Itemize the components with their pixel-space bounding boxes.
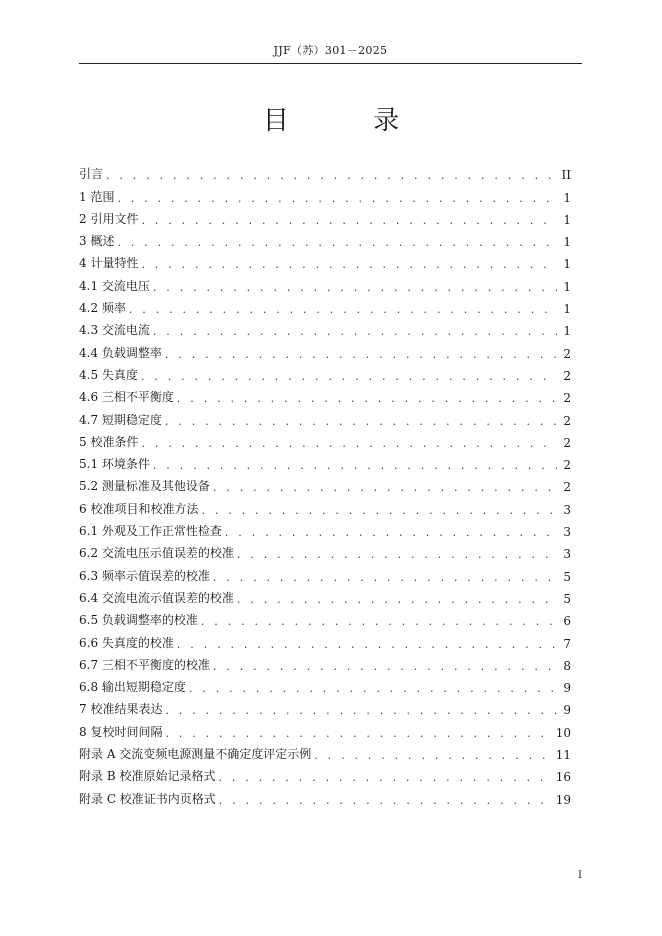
toc-entry[interactable] xyxy=(79,227,571,249)
toc-entry-label: 4.2 频率 xyxy=(79,301,126,316)
toc-entry-page: 1 xyxy=(563,324,571,339)
toc-entry-page: 2 xyxy=(563,413,571,428)
toc-entry[interactable] xyxy=(79,628,571,650)
toc-entry-page: 16 xyxy=(555,770,571,785)
toc-entry-page: 19 xyxy=(555,792,571,807)
toc-entry-label: 6.2 交流电压示值误差的校准 xyxy=(79,546,234,561)
toc-entry[interactable] xyxy=(79,294,571,316)
toc-entry[interactable] xyxy=(79,428,571,450)
toc-entry-page: 1 xyxy=(563,212,571,227)
toc-entry-page: 8 xyxy=(563,658,571,673)
toc-entry-page: 2 xyxy=(563,346,571,361)
toc-entry[interactable] xyxy=(79,205,571,227)
toc-entry[interactable] xyxy=(79,249,571,271)
toc-entry-page: 2 xyxy=(563,391,571,406)
toc-entry[interactable] xyxy=(79,383,571,405)
toc-leader-dots xyxy=(314,749,551,762)
toc-entry[interactable] xyxy=(79,561,571,583)
toc-leader-dots xyxy=(213,571,557,584)
toc-entry-label: 4.1 交流电压 xyxy=(79,278,150,293)
toc-entry[interactable] xyxy=(79,361,571,383)
toc-entry-label: 4.6 三相不平衡度 xyxy=(79,390,174,405)
toc-leader-dots xyxy=(106,169,557,182)
toc-leader-dots xyxy=(225,526,557,539)
toc-entry-label: 附录 A 交流变频电源测量不确定度评定示例 xyxy=(79,747,312,762)
toc-entry[interactable] xyxy=(79,651,571,673)
toc-leader-dots xyxy=(141,370,557,383)
toc-entry-page: 2 xyxy=(563,368,571,383)
toc-leader-dots xyxy=(165,415,557,428)
toc-leader-dots xyxy=(117,192,557,205)
document-header: JJF（苏）301－2025 xyxy=(79,42,582,64)
toc-entry[interactable] xyxy=(79,717,571,739)
table-of-contents xyxy=(79,160,571,807)
toc-entry-page: 7 xyxy=(563,636,571,651)
toc-entry-label: 6 校准项目和校准方法 xyxy=(79,501,199,516)
toc-entry-label: 4 计量特性 xyxy=(79,256,139,271)
toc-leader-dots xyxy=(237,548,557,561)
toc-entry-page: 1 xyxy=(563,235,571,250)
toc-leader-dots xyxy=(153,281,557,294)
toc-entry-label: 4.3 交流电流 xyxy=(79,323,150,338)
toc-entry[interactable] xyxy=(79,740,571,762)
toc-entry-label: 3 概述 xyxy=(79,234,115,249)
toc-leader-dots xyxy=(165,348,557,361)
toc-entry[interactable] xyxy=(79,405,571,427)
toc-entry[interactable] xyxy=(79,271,571,293)
toc-entry-label: 8 复校时间间隔 xyxy=(79,724,163,739)
toc-entry-page: 1 xyxy=(563,190,571,205)
toc-entry-page: 11 xyxy=(555,748,571,763)
toc-leader-dots xyxy=(129,303,557,316)
toc-entry-label: 1 范围 xyxy=(79,189,115,204)
toc-entry-page: 6 xyxy=(563,614,571,629)
toc-leader-dots xyxy=(189,682,557,695)
toc-entry-label: 4.5 失真度 xyxy=(79,367,138,382)
page-title: 目 录 xyxy=(262,106,438,136)
toc-entry-page: 5 xyxy=(563,569,571,584)
toc-entry[interactable] xyxy=(79,494,571,516)
toc-leader-dots xyxy=(177,638,557,651)
toc-entry-page: 9 xyxy=(563,681,571,696)
toc-entry-page: 1 xyxy=(563,302,571,317)
toc-entry-label: 6.7 三相不平衡度的校准 xyxy=(79,657,210,672)
toc-entry[interactable] xyxy=(79,762,571,784)
toc-entry[interactable] xyxy=(79,338,571,360)
page-number: I xyxy=(578,870,582,881)
toc-entry-label: 附录 C 校准证书内页格式 xyxy=(79,791,216,806)
toc-entry-label: 6.8 输出短期稳定度 xyxy=(79,680,186,695)
toc-entry[interactable] xyxy=(79,673,571,695)
toc-entry[interactable] xyxy=(79,784,571,806)
toc-leader-dots xyxy=(201,504,557,517)
toc-entry[interactable] xyxy=(79,450,571,472)
toc-entry-page: 10 xyxy=(555,725,571,740)
toc-entry-page: 3 xyxy=(563,525,571,540)
toc-leader-dots xyxy=(153,459,557,472)
toc-leader-dots xyxy=(237,593,557,606)
toc-leader-dots xyxy=(165,727,551,740)
toc-leader-dots xyxy=(201,615,557,628)
toc-entry-label: 6.1 外观及工作正常性检查 xyxy=(79,524,222,539)
toc-entry-label: 6.5 负载调整率的校准 xyxy=(79,613,198,628)
toc-entry-page: 3 xyxy=(563,502,571,517)
toc-leader-dots xyxy=(213,660,557,673)
toc-entry-page: 2 xyxy=(563,458,571,473)
toc-leader-dots xyxy=(165,704,557,717)
toc-entry-label: 附录 B 校准原始记录格式 xyxy=(79,769,216,784)
toc-entry-label: 引言 xyxy=(79,167,104,182)
toc-leader-dots xyxy=(177,392,557,405)
toc-leader-dots xyxy=(218,771,551,784)
toc-entry-page: 9 xyxy=(563,703,571,718)
toc-entry[interactable] xyxy=(79,517,571,539)
toc-entry[interactable] xyxy=(79,606,571,628)
toc-entry[interactable] xyxy=(79,539,571,561)
toc-leader-dots xyxy=(153,325,557,338)
toc-leader-dots xyxy=(141,214,557,227)
toc-entry-label: 6.3 频率示值误差的校准 xyxy=(79,568,210,583)
toc-leader-dots xyxy=(141,437,557,450)
toc-entry-label: 4.7 短期稳定度 xyxy=(79,412,162,427)
toc-entry[interactable] xyxy=(79,584,571,606)
toc-entry[interactable] xyxy=(79,316,571,338)
toc-entry-page: 2 xyxy=(563,480,571,495)
toc-leader-dots xyxy=(219,794,552,807)
toc-entry-label: 5.2 测量标准及其他设备 xyxy=(79,479,210,494)
toc-leader-dots xyxy=(213,481,557,494)
toc-entry-label: 6.4 交流电流示值误差的校准 xyxy=(79,590,234,605)
toc-entry-page: 2 xyxy=(563,435,571,450)
toc-leader-dots xyxy=(141,258,557,271)
toc-entry-page: II xyxy=(561,168,571,183)
toc-entry[interactable] xyxy=(79,472,571,494)
toc-entry-label: 6.6 失真度的校准 xyxy=(79,635,174,650)
toc-entry-page: 1 xyxy=(563,279,571,294)
toc-entry-label: 7 校准结果表达 xyxy=(79,702,163,717)
toc-entry-page: 5 xyxy=(563,591,571,606)
toc-entry-label: 2 引用文件 xyxy=(79,211,139,226)
toc-entry-page: 3 xyxy=(563,547,571,562)
toc-entry-label: 5.1 环境条件 xyxy=(79,457,150,472)
toc-entry[interactable] xyxy=(79,160,571,182)
toc-entry-label: 4.4 负载调整率 xyxy=(79,345,162,360)
toc-leader-dots xyxy=(117,236,557,249)
toc-entry[interactable] xyxy=(79,182,571,204)
toc-entry[interactable] xyxy=(79,695,571,717)
toc-entry-page: 1 xyxy=(563,257,571,272)
toc-entry-label: 5 校准条件 xyxy=(79,434,139,449)
